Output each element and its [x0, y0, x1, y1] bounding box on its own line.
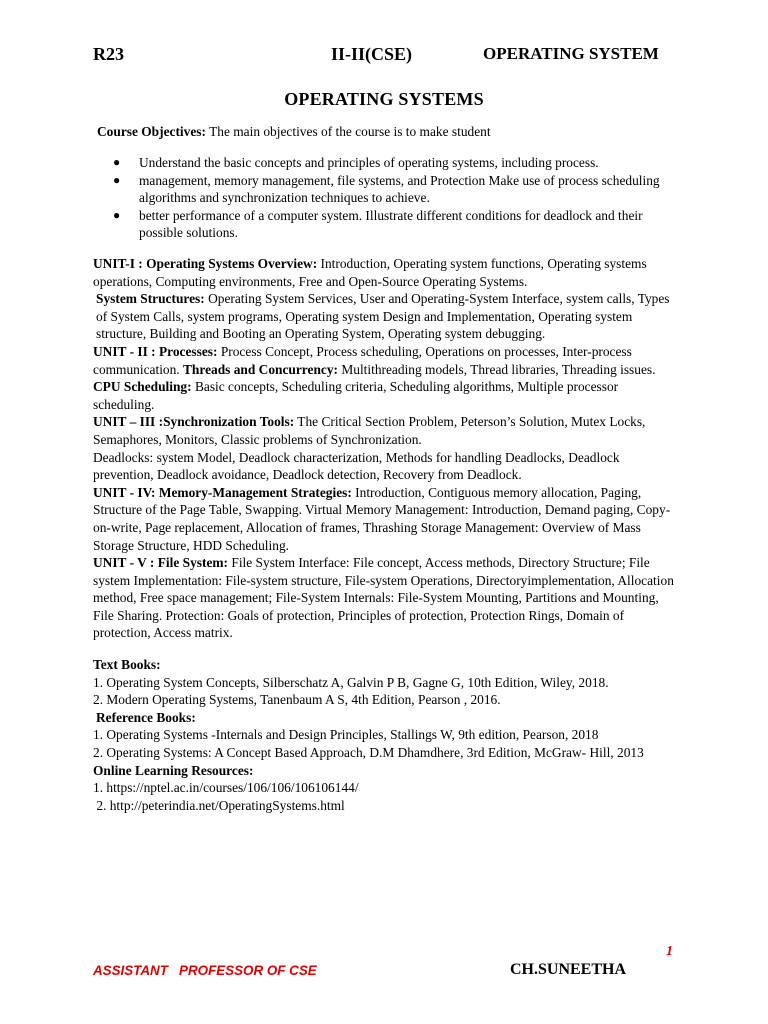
reference-books-heading: Reference Books: [96, 709, 196, 725]
page-number: 1 [666, 944, 673, 959]
threads-label: Threads and Concurrency: [183, 361, 338, 377]
bullet-icon: ● [113, 172, 121, 187]
online-resource-2: 2. http://peterindia.net/OperatingSystems.html [93, 797, 345, 813]
unit-1-label: UNIT-I : Operating Systems Overview: [93, 256, 318, 271]
page-title: OPERATING SYSTEMS [284, 89, 484, 109]
cpu-scheduling-label: CPU Scheduling: [93, 379, 192, 395]
list-item-text: better performance of a computer system. Illustrate different conditions for deadlock and their possible solutions. [139, 207, 643, 241]
unit-1 [93, 255, 676, 290]
text-books-heading: Text Books: [93, 657, 161, 672]
unit-1-text: Introduction, Operating system functions, Operating systems operations, Computing environments, Free and Open-Source Operating Systems. [93, 256, 647, 289]
reference-book-1: 1. Operating Systems -Internals and Design Principles, Stallings W, 9th edition, Pearson, 2018 [93, 727, 599, 743]
unit-2-text: Process Concept, Process scheduling, Operations on processes, Inter-process communication. [93, 343, 632, 377]
cpu-scheduling-text: Basic concepts, Scheduling criteria, Scheduling algorithms, Multiple processor scheduling. [93, 379, 619, 412]
unit-3-text: The Critical Section Problem, Peterson’s Solution, Mutex Locks, Semaphores, Monitors, Classic problems of Synchronization. [93, 414, 646, 447]
course-objectives [97, 124, 491, 140]
unit-5-text: File System Interface: File concept, Access methods, Directory Structure; File system Implementation: File-system structure, File-system Operations, Directoryimplementation, Allocation method, Free space management; File-System Internals: File-System Mounting, Partitions and Mounting, File Sharing. Protection: Goals of protection, Principles of protection, Protection Rings, Domain of protection, Access matrix. [93, 555, 674, 641]
unit-3 [93, 413, 676, 448]
unit-4-label: UNIT - IV: Memory-Management Strategies: [93, 484, 352, 500]
system-structures-label: System Structures: [96, 291, 205, 307]
threads-text: Multithreading models, Thread libraries, Threading issues. [338, 361, 656, 377]
unit-2-label: UNIT - II : Processes: [93, 343, 218, 359]
objectives-text: The main objectives of the course is to make student [205, 124, 491, 139]
list-item [93, 207, 663, 242]
header-subject: OPERATING SYSTEM [483, 44, 659, 63]
system-structures-text: Operating System Services, User and Operating-System Interface, system calls, Types of System Calls, system programs, Operating system Design and Implementation, Operating system structure, Building and Booting an Operating System, Operating system debugging. [96, 291, 670, 342]
objectives-label: Course Objectives: [97, 124, 206, 139]
unit-2 [93, 343, 676, 413]
list-item-text: management, memory management, file systems, and Protection Make use of process scheduling algorithms and synchronization techniques to achieve. [139, 172, 660, 206]
unit-1-system-structures [93, 290, 676, 343]
list-item [93, 154, 663, 172]
text-book-1: 1. Operating System Concepts, Silberschatz A, Galvin P B, Gagne G, 10th Edition, Wiley, 2018. [93, 674, 609, 690]
unit-5 [93, 554, 676, 642]
footer-author: CH.SUNEETHA [510, 961, 627, 978]
text-book-2: 2. Modern Operating Systems, Tanenbaum A S, 4th Edition, Pearson , 2016. [93, 692, 501, 708]
header-branch: II-II(CSE) [331, 44, 413, 64]
header-course-code: R23 [93, 44, 124, 64]
footer-designation: ASSISTANT PROFESSOR OF CSE [93, 963, 317, 978]
syllabus-units [93, 255, 676, 642]
objectives-list [93, 154, 663, 242]
bullet-icon: ● [113, 207, 121, 222]
unit-4 [93, 484, 676, 554]
unit-3-label: UNIT – III :Synchronization Tools: [93, 414, 295, 430]
reference-book-2: 2. Operating Systems: A Concept Based Approach, D.M Dhamdhere, 3rd Edition, McGraw- Hill, 2013 [93, 744, 644, 760]
list-item [93, 172, 663, 207]
online-resource-1: 1. https://nptel.ac.in/courses/106/106/106106144/ [93, 780, 359, 796]
list-item-text: Understand the basic concepts and principles of operating systems, including process. [139, 155, 599, 170]
online-resources-heading: Online Learning Resources: [93, 762, 254, 778]
unit-4-text: Introduction, Contiguous memory allocation, Paging, Structure of the Page Table, Swapping. Virtual Memory Management: Introduction, Demand paging, Copy-on-write, Page replacement, Allocation of frames, Thrashing Storage Management: Overview of Mass Storage Structure, HDD Scheduling. [93, 484, 671, 553]
unit-5-label: UNIT - V : File System: [93, 555, 229, 571]
bullet-icon: ● [113, 155, 121, 169]
unit-3-deadlocks: Deadlocks: system Model, Deadlock characterization, Methods for handling Deadlocks, Deadlock prevention, Deadlock avoidance, Deadlock detection, Recovery from Deadlock. [93, 449, 620, 483]
books-section [93, 656, 676, 814]
